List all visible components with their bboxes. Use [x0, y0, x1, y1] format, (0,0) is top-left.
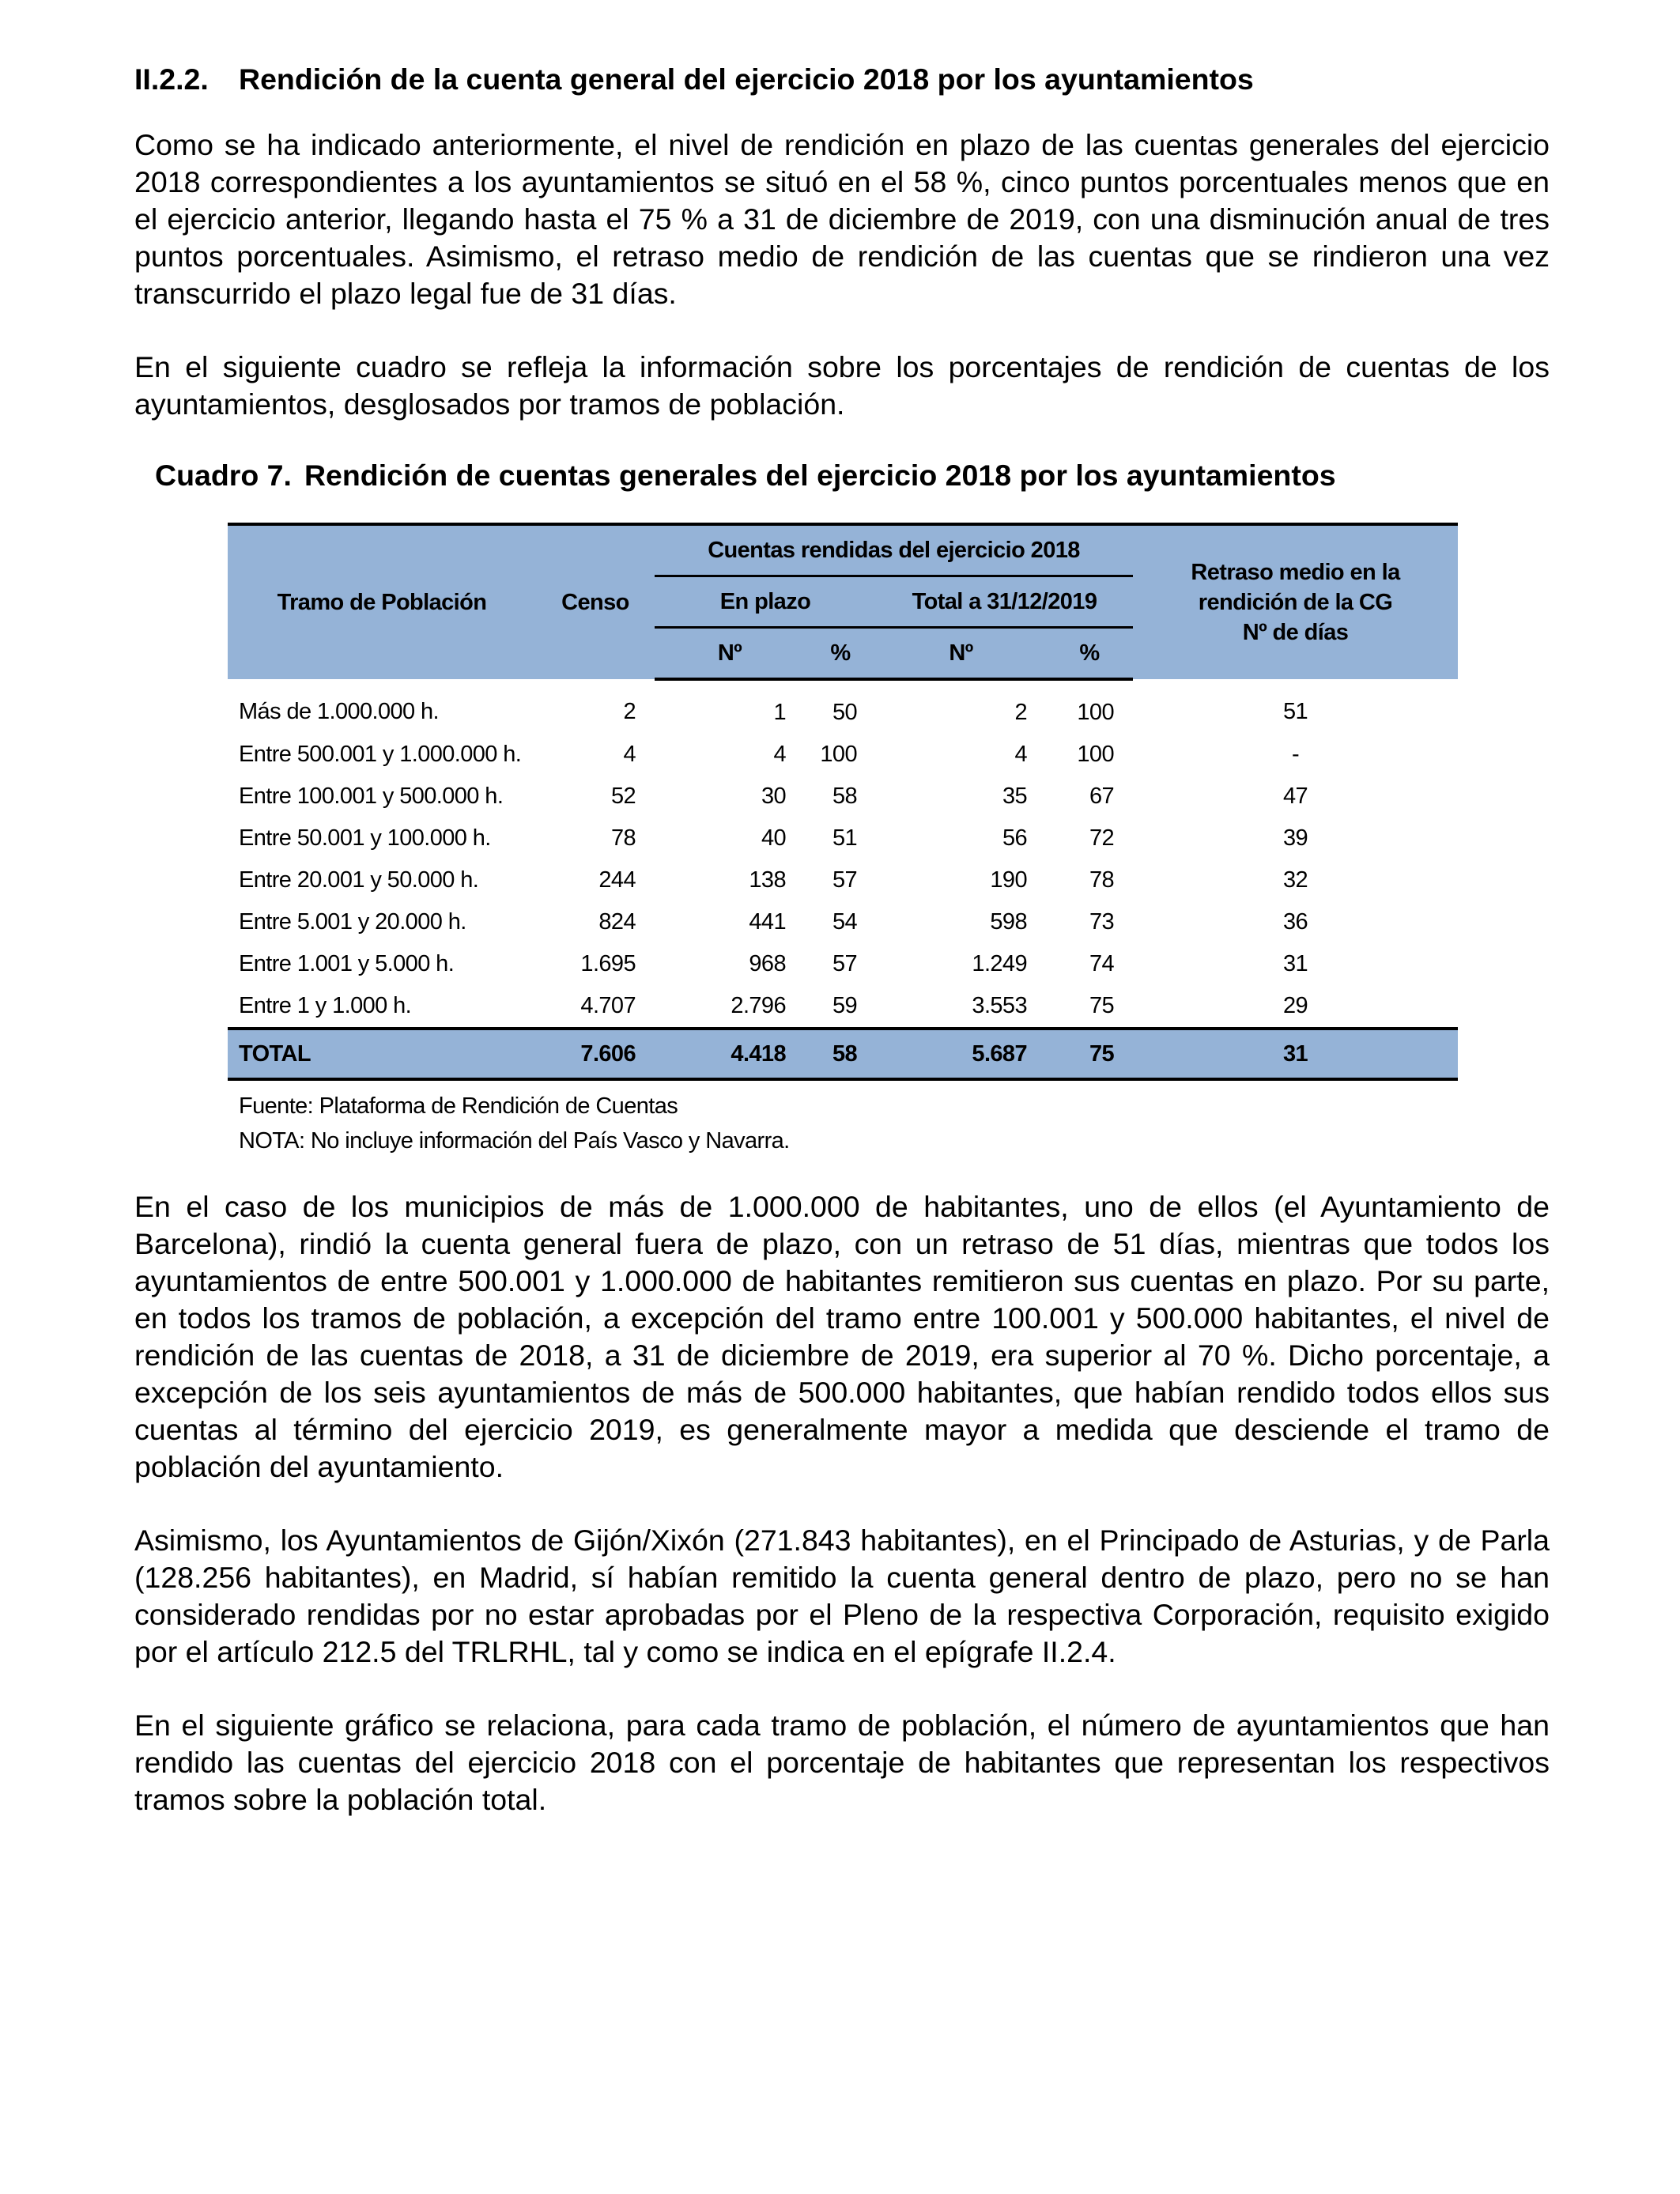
header-num-total: Nº: [876, 628, 1046, 680]
cell-censo: 4: [623, 742, 636, 767]
cell-tramo: Entre 100.001 y 500.000 h.: [239, 784, 504, 809]
header-pct-total: %: [1046, 628, 1133, 680]
cell-plazo-num: 441: [749, 909, 786, 935]
header-num-plazo: Nº: [655, 628, 805, 680]
table-container: [228, 523, 1458, 1158]
cell-total-pct: 75: [1089, 993, 1114, 1018]
table-note: NOTA: No incluye información del País Vasco y Navarra.: [239, 1128, 790, 1154]
cell-tramo: Entre 20.001 y 50.000 h.: [239, 867, 479, 893]
cell-total-num: 190: [990, 867, 1027, 893]
cell-plazo-pct-total: 58: [805, 1029, 876, 1079]
cell-tramo-total: TOTAL: [228, 1029, 536, 1079]
cell-total-num: 4: [1014, 742, 1027, 767]
paragraph-4: Asimismo, los Ayuntamientos de Gijón/Xixón (271.843 habitantes), en el Principado de Asturias, y de Parla (128.256 habitantes), en Madrid, sí habían remitido la cuenta general dentro de plazo, pero no se han considerado rendidas por no estar aprobadas por el Pleno de la respectiva Corporación, requisito exigido por el artículo 212.5 del TRLRHL, tal y como se indica en el epígrafe II.2.4.: [134, 1524, 1550, 1668]
header-retraso-line-1: Retraso medio en la: [1191, 560, 1400, 585]
cell-plazo-pct: 57: [832, 867, 857, 893]
header-censo: Censo: [536, 524, 655, 679]
cell-tramo: Entre 5.001 y 20.000 h.: [239, 909, 466, 935]
cell-plazo-num: 30: [761, 784, 786, 809]
cell-plazo-num: 968: [749, 951, 786, 976]
cell-retraso: 31: [1282, 951, 1308, 976]
rendicion-table: [228, 523, 1458, 1081]
header-retraso-line-3: Nº de días: [1242, 620, 1349, 645]
cell-total-num: 35: [1002, 784, 1027, 809]
paragraph-2: En el siguiente cuadro se refleja la información sobre los porcentajes de rendición de cuentas de los ayuntamientos, desglosados por tramos de población.: [134, 350, 1550, 421]
cell-censo: 2: [623, 699, 636, 724]
cell-plazo-num-total: 4.418: [655, 1029, 805, 1079]
table-row: [228, 943, 1458, 985]
cell-total-num: 2: [1014, 700, 1027, 725]
cell-censo: 824: [598, 909, 636, 935]
header-cuentas-rendidas: Cuentas rendidas del ejercicio 2018: [655, 524, 1133, 576]
cell-censo: 52: [610, 784, 636, 809]
cell-tramo: Entre 500.001 y 1.000.000 h.: [239, 742, 522, 767]
cell-plazo-pct: 50: [832, 700, 857, 725]
cell-total-pct: 67: [1089, 784, 1114, 809]
cell-retraso: 39: [1282, 825, 1308, 851]
cell-censo-total: 7.606: [536, 1029, 655, 1079]
table-row: [228, 734, 1458, 776]
cell-retraso: 47: [1282, 784, 1308, 809]
header-en-plazo: En plazo: [655, 576, 876, 628]
table-row: [228, 859, 1458, 901]
cell-censo: 78: [610, 825, 636, 851]
paragraph-5: En el siguiente gráfico se relaciona, para cada tramo de población, el número de ayuntamientos que han rendido las cuentas del ejercicio 2018 con el porcentaje de habitantes que representan los respectivos tramos sobre la población total.: [134, 1709, 1550, 1816]
cell-total-pct: 72: [1089, 825, 1114, 851]
cell-plazo-pct: 59: [832, 993, 857, 1018]
cell-retraso: 29: [1282, 993, 1308, 1018]
cell-total-num: 56: [1002, 825, 1027, 851]
cell-retraso-total: 31: [1133, 1029, 1458, 1079]
cell-total-num: 598: [990, 909, 1027, 935]
paragraph-3: En el caso de los municipios de más de 1.000.000 de habitantes, uno de ellos (el Ayuntamiento de Barcelona), rindió la cuenta general fuera de plazo, con un retraso de 51 días, mientras que todos los ayuntamientos de entre 500.001 y 1.000.000 de habitantes remitieron sus cuentas en plazo. Por su parte, en todos los tramos de población, a excepción del tramo entre 100.001 y 500.000 habitantes, el nivel de rendición de las cuentas de 2018, a 31 de diciembre de 2019, era superior al 70 %. Dicho porcentaje, a excepción de los seis ayuntamientos de más de 500.000 habitantes, que habían rendido todos ellos sus cuentas al término del ejercicio 2019, es generalmente mayor a medida que desciende el tramo de población del ayuntamiento.: [134, 1190, 1550, 1483]
cell-tramo: Entre 1.001 y 5.000 h.: [239, 951, 455, 976]
cell-plazo-pct: 58: [832, 784, 857, 809]
cell-tramo: Más de 1.000.000 h.: [239, 699, 440, 724]
section-number: II.2.2.: [134, 62, 209, 96]
cell-total-pct: 73: [1089, 909, 1114, 935]
cell-tramo: Entre 50.001 y 100.000 h.: [239, 825, 491, 851]
table-row: [228, 818, 1458, 859]
cell-plazo-pct: 51: [832, 825, 857, 851]
cell-plazo-num: 4: [773, 742, 786, 767]
section-title: Rendición de la cuenta general del ejercicio 2018 por los ayuntamientos: [239, 62, 1254, 96]
cell-retraso: 36: [1282, 909, 1308, 935]
header-retraso: [1133, 524, 1458, 679]
cell-plazo-num: 2.796: [731, 993, 786, 1018]
table-caption: [134, 456, 1550, 494]
cell-total-pct-total: 75: [1046, 1029, 1133, 1079]
cell-total-pct: 74: [1089, 951, 1114, 976]
header-tramo: Tramo de Población: [228, 524, 536, 679]
document-page: [134, 60, 1550, 1818]
cell-total-pct: 100: [1077, 700, 1114, 725]
cell-censo: 4.707: [580, 993, 636, 1018]
table-row: [228, 985, 1458, 1029]
header-retraso-line-2: rendición de la CG: [1198, 590, 1393, 615]
paragraph-1: Como se ha indicado anteriormente, el nivel de rendición en plazo de las cuentas generales del ejercicio 2018 correspondientes a los ayuntamientos se situó en el 58 %, cinco puntos porcentuales menos que en el ejercicio anterior, llegando hasta el 75 % a 31 de diciembre de 2019, con una disminución anual de tres puntos porcentuales. Asimismo, el retraso medio de rendición de las cuentas que se rindieron una vez transcurrido el plazo legal fue de 31 días.: [134, 128, 1550, 310]
table-total-row: [228, 1029, 1458, 1079]
cell-tramo: Entre 1 y 1.000 h.: [239, 993, 412, 1018]
table-row: [228, 679, 1458, 734]
table-row: [228, 901, 1458, 943]
table-number: Cuadro 7.: [155, 459, 292, 492]
cell-plazo-pct: 54: [832, 909, 857, 935]
cell-retraso: 51: [1282, 699, 1308, 724]
header-pct-plazo: %: [805, 628, 876, 680]
cell-plazo-num: 138: [749, 867, 786, 893]
cell-total-pct: 78: [1089, 867, 1114, 893]
cell-total-pct: 100: [1077, 742, 1114, 767]
table-row: [228, 776, 1458, 818]
cell-total-num: 3.553: [972, 993, 1027, 1018]
cell-plazo-num: 40: [761, 825, 786, 851]
section-heading: [134, 60, 1550, 98]
table-source: Fuente: Plataforma de Rendición de Cuentas: [239, 1093, 678, 1119]
cell-retraso: -: [1291, 742, 1300, 767]
cell-censo: 1.695: [580, 951, 636, 976]
cell-total-num: 1.249: [972, 951, 1027, 976]
cell-plazo-pct: 100: [820, 742, 857, 767]
table-title: Rendición de cuentas generales del ejercicio 2018 por los ayuntamientos: [304, 459, 1336, 492]
cell-total-num-total: 5.687: [876, 1029, 1046, 1079]
header-total-fecha: Total a 31/12/2019: [876, 576, 1133, 628]
cell-plazo-pct: 57: [832, 951, 857, 976]
cell-censo: 244: [598, 867, 636, 893]
table-notes: [228, 1089, 1458, 1158]
cell-plazo-num: 1: [773, 700, 786, 725]
cell-retraso: 32: [1282, 867, 1308, 893]
